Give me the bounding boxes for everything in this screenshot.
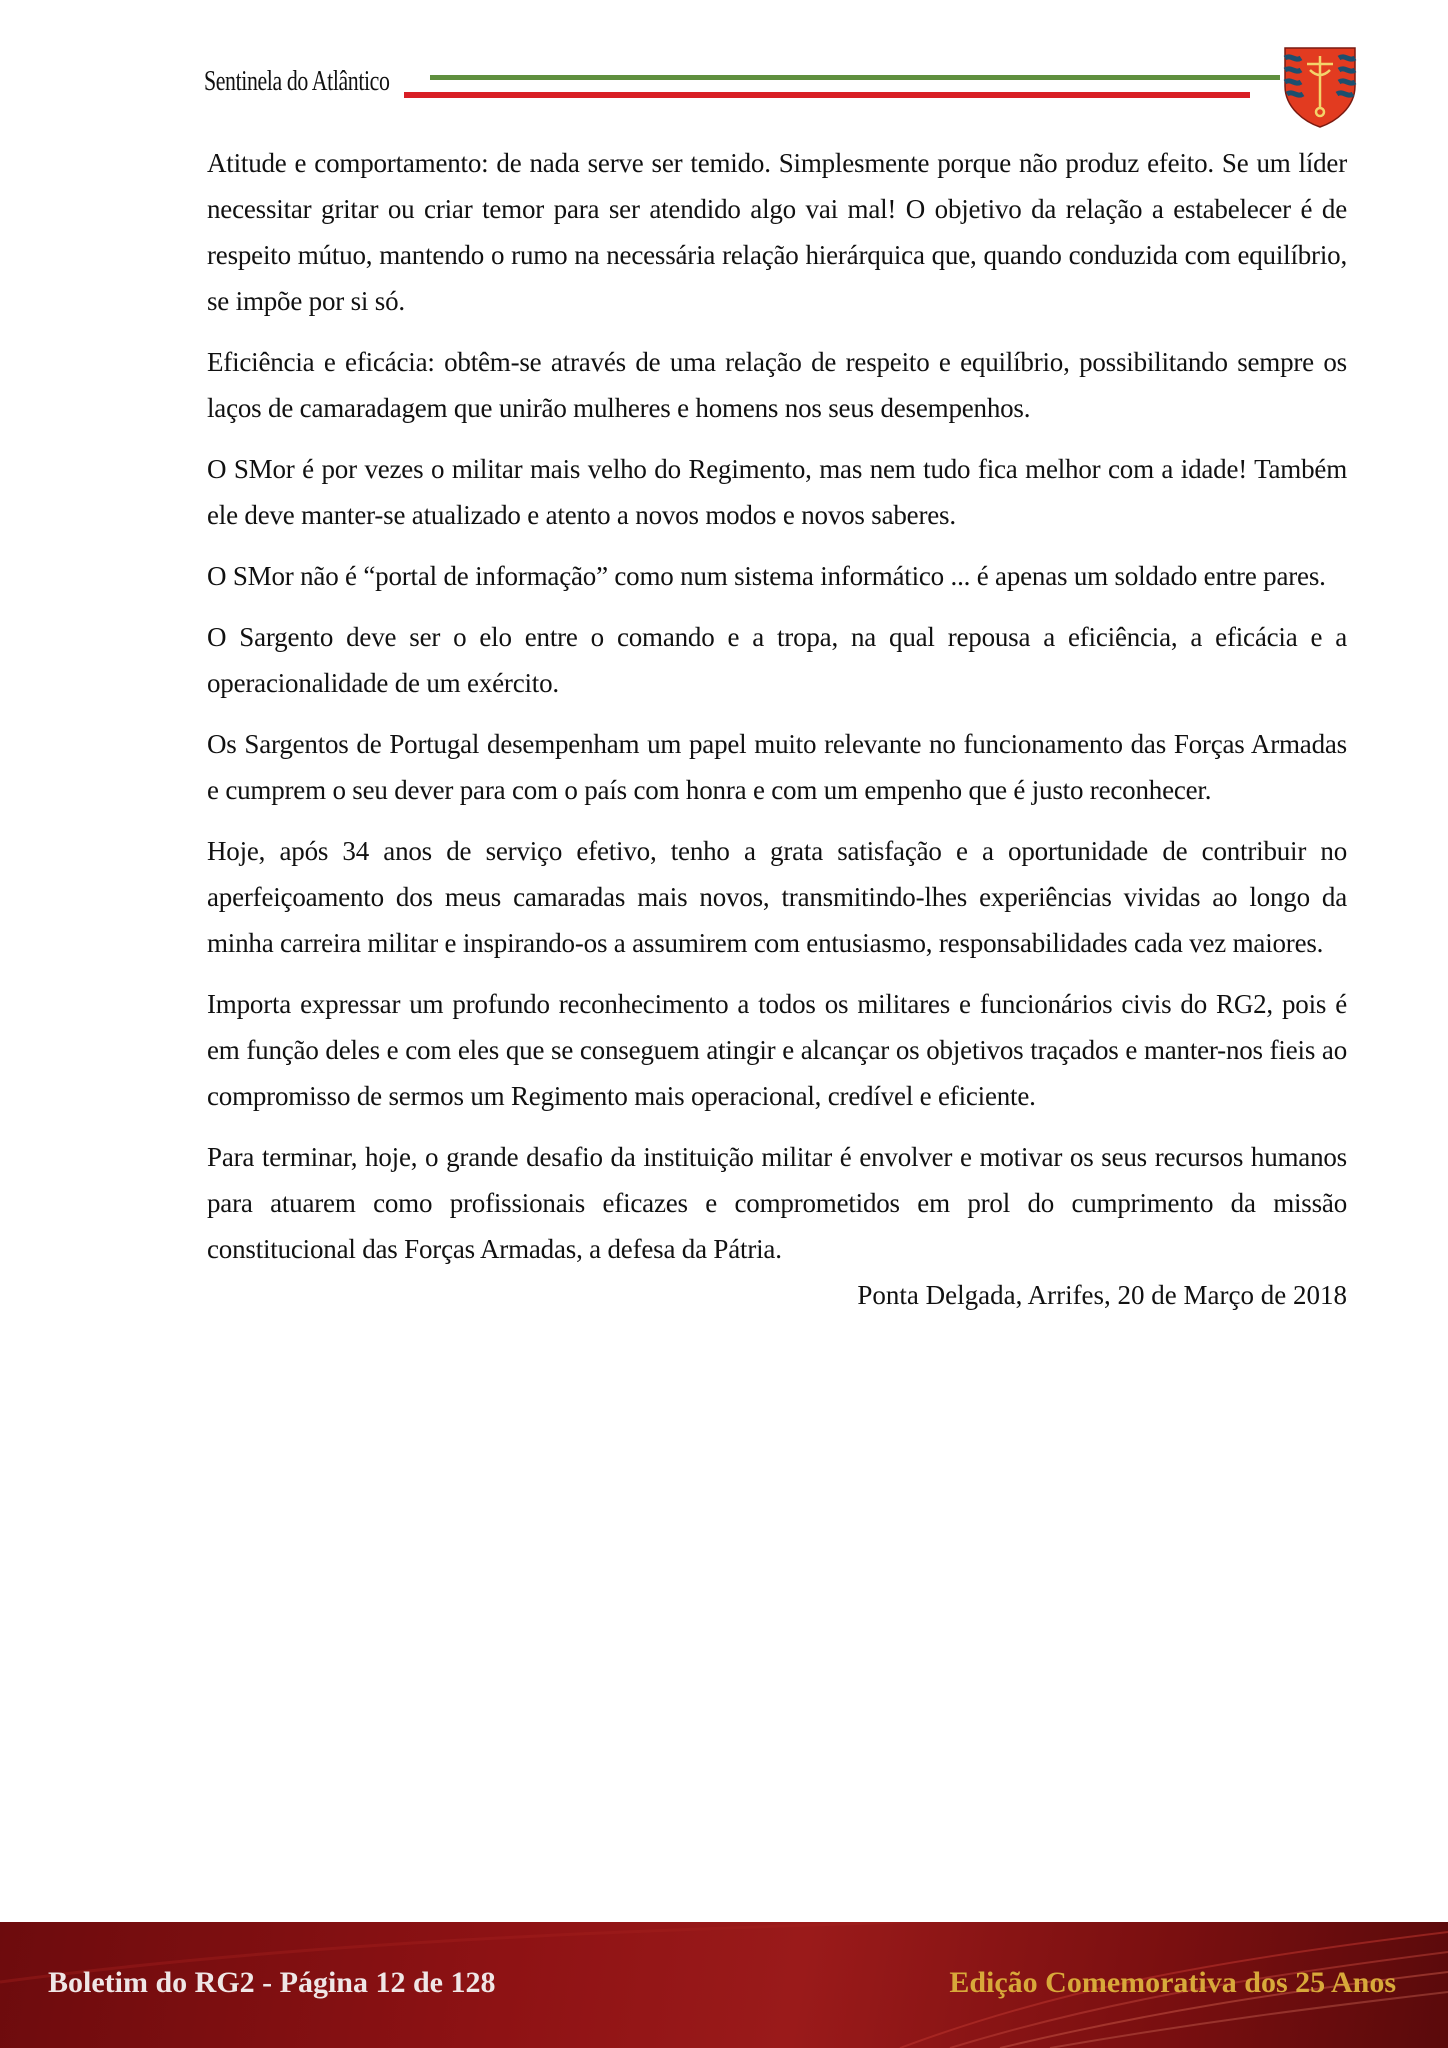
paragraph: Hoje, após 34 anos de serviço efetivo, tenho a grata satisfação e a oportunidade de contribuir no aperfeiçoamento dos meus camaradas mais novos, transmitindo-lhes experiências vividas ao longo da minha carreira militar e inspirando-os a assumirem com entusiasmo, responsabilidades cada vez maiores. (207, 836, 1347, 958)
paragraph: Importa expressar um profundo reconhecimento a todos os militares e funcionários civis do RG2, pois é em função deles e com eles que se conseguem atingir e alcançar os objetivos traçados e manter-nos fieis ao compromisso de sermos um Regimento mais operacional, credível e eficiente. (207, 989, 1347, 1111)
page-header (0, 0, 1448, 130)
signoff-place-date: Ponta Delgada, Arrifes, 20 de Março de 2018 (857, 1280, 1347, 1310)
paragraph: O SMor não é “portal de informação” como num sistema informático ... é apenas um soldado entre pares. (207, 561, 1326, 591)
header-rule-red (404, 92, 1250, 98)
paragraph: Para terminar, hoje, o grande desafio da instituição militar é envolver e motivar os seus recursos humanos para atuarem como profissionais eficazes e comprometidos em prol do cumprimento da missão constitucional das Forças Armadas, a defesa da Pátria. (207, 1142, 1347, 1264)
publication-title: Sentinela do Atlântico (204, 66, 390, 97)
paragraph: Eficiência e eficácia: obtêm-se através de uma relação de respeito e equilíbrio, possibilitando sempre os laços de camaradagem que unirão mulheres e homens nos seus desempenhos. (207, 347, 1347, 423)
footer-edition: Edição Comemorativa dos 25 Anos (949, 1966, 1396, 1999)
regimental-crest-icon (1283, 46, 1357, 128)
paragraph: Atitude e comportamento: de nada serve ser temido. Simplesmente porque não produz efeito. Se um líder necessitar gritar ou criar temor para ser atendido algo vai mal! O objetivo da relação a estabelecer é de respeito mútuo, mantendo o rumo na necessária relação hierárquica que, quando conduzida com equilíbrio, se impõe por si só. (207, 148, 1347, 316)
paragraph: O Sargento deve ser o elo entre o comando e a tropa, na qual repousa a eficiência, a eficácia e a operacionalidade de um exército. (207, 622, 1347, 698)
page-footer (0, 1922, 1448, 2048)
header-rule-green (430, 75, 1280, 80)
footer-page-info: Boletim do RG2 - Página 12 de 128 (48, 1966, 496, 1999)
paragraph: Os Sargentos de Portugal desempenham um papel muito relevante no funcionamento das Forças Armadas e cumprem o seu dever para com o país com honra e com um empenho que é justo reconhecer. (207, 729, 1347, 805)
paragraph: O SMor é por vezes o militar mais velho do Regimento, mas nem tudo fica melhor com a idade! Também ele deve manter-se atualizado e atento a novos modos e novos saberes. (207, 454, 1347, 530)
article-body (207, 140, 1347, 1287)
